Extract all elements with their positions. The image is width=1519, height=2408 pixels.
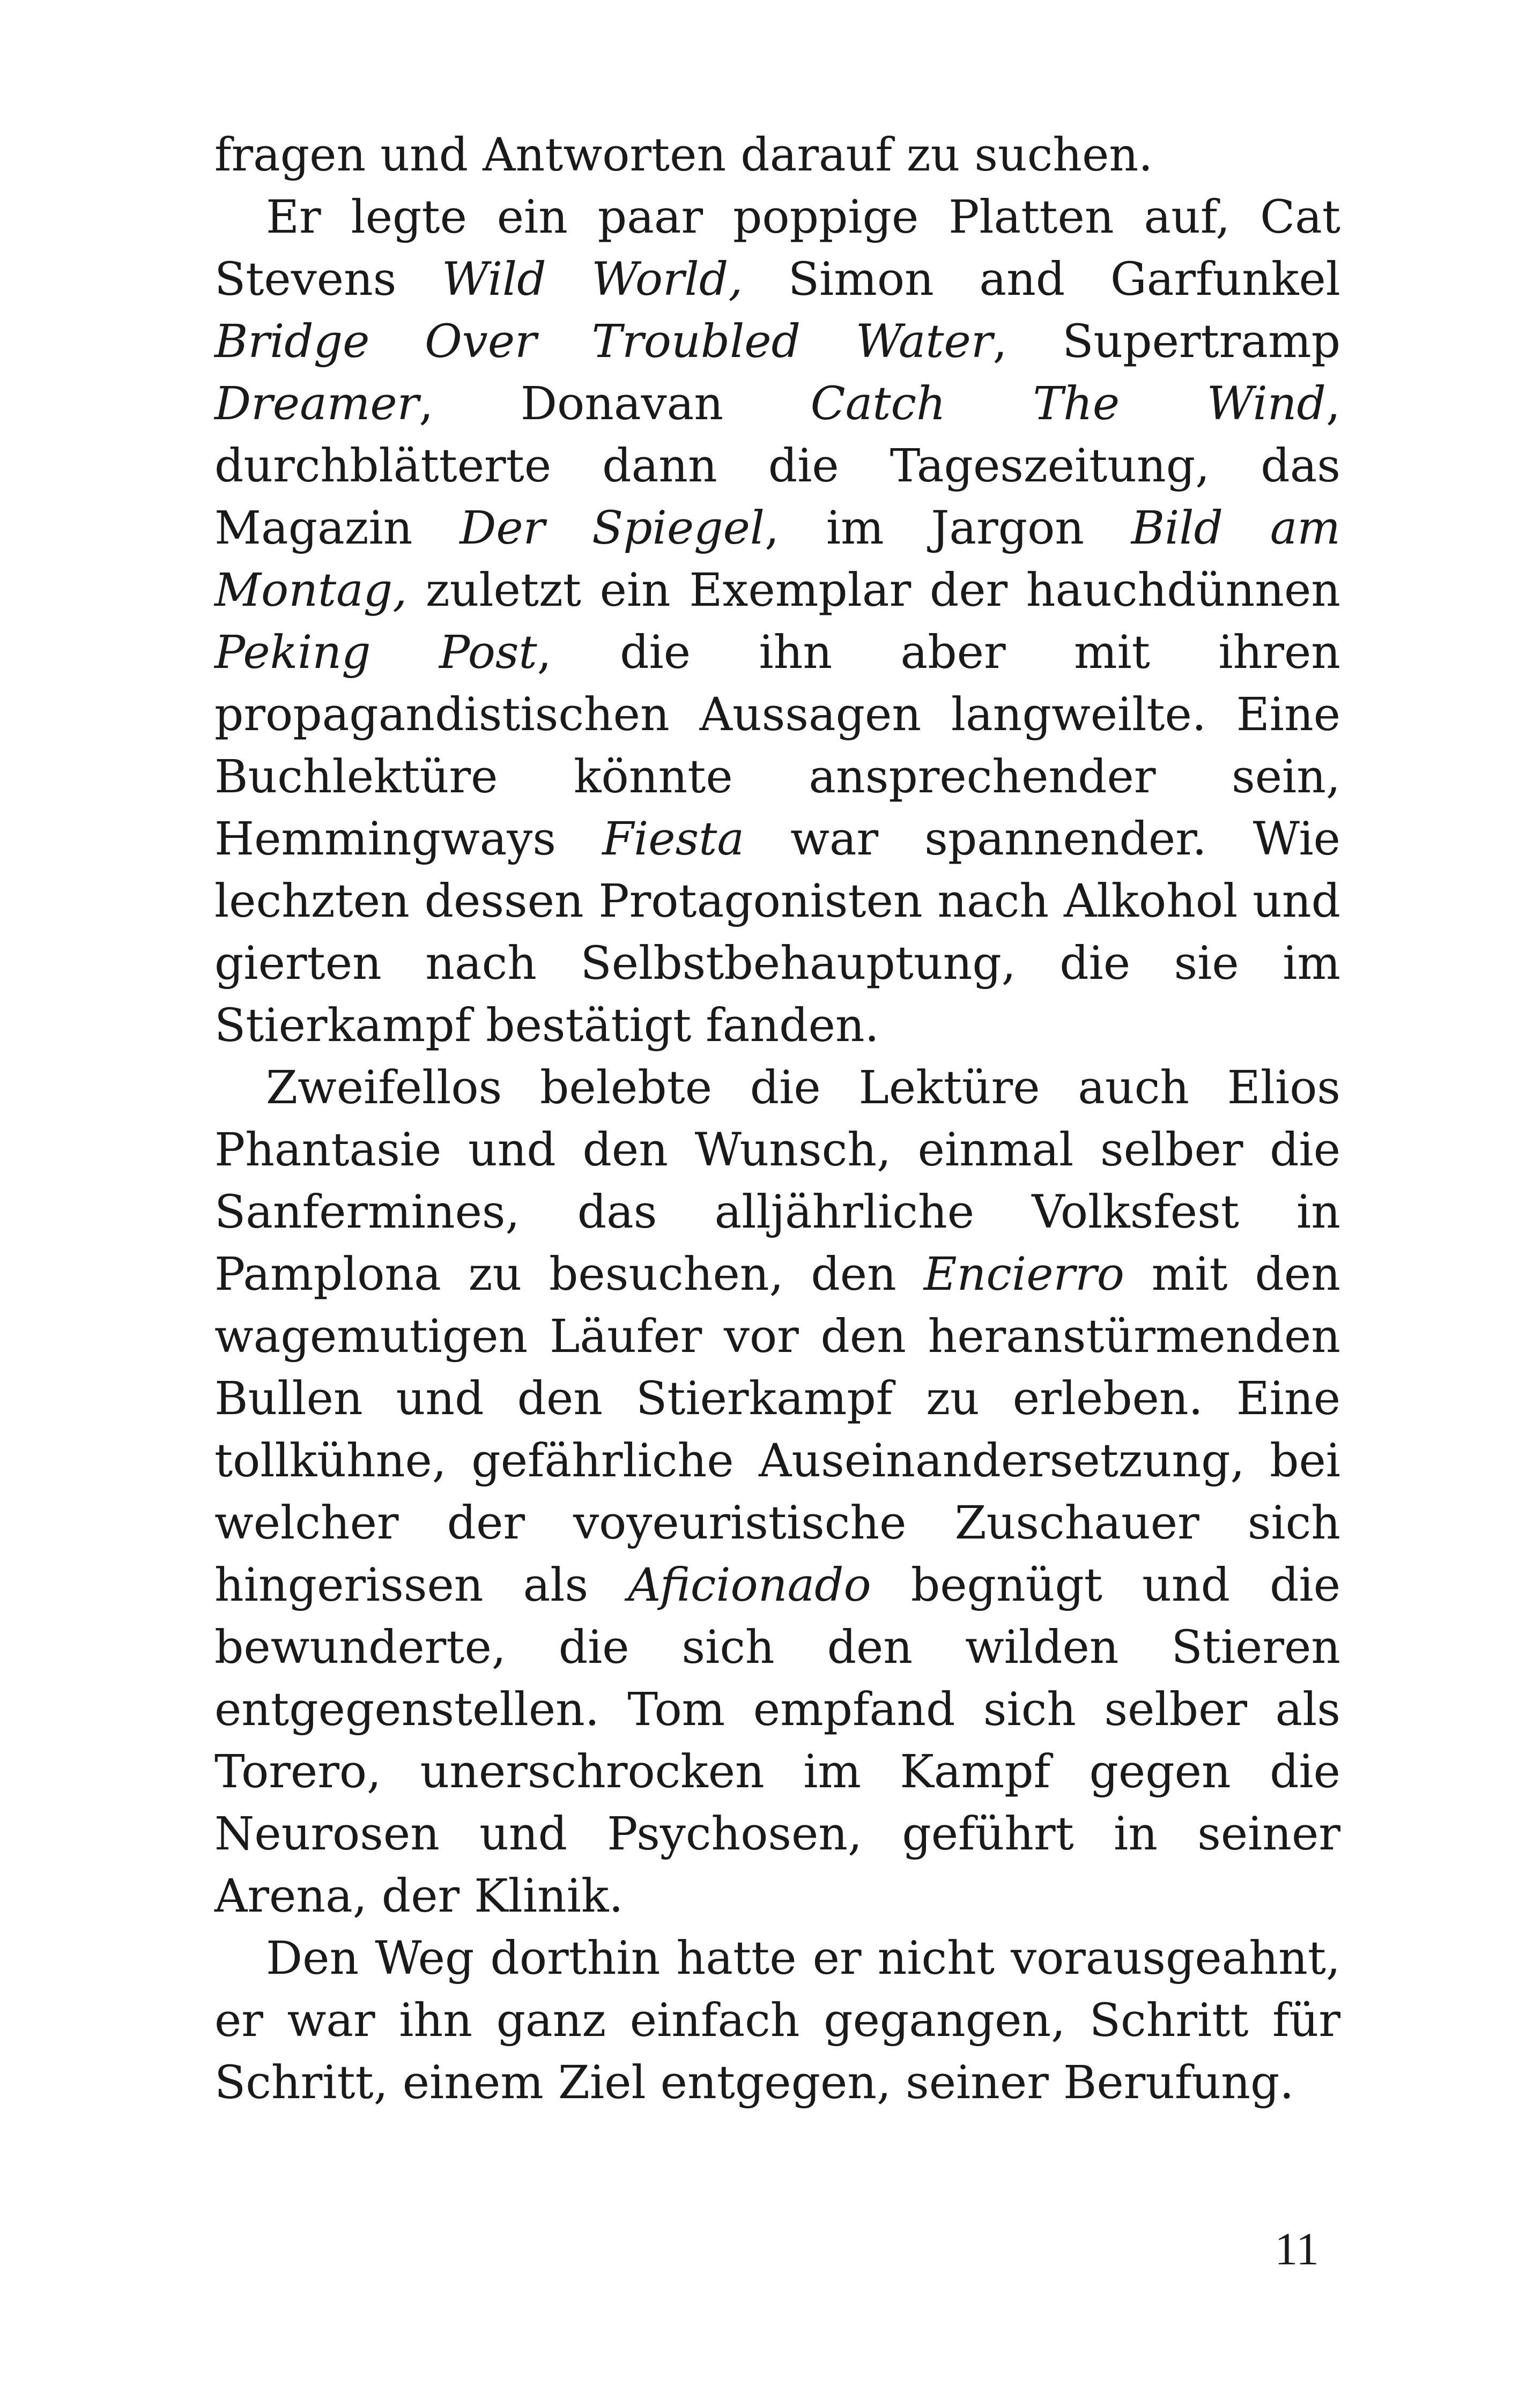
paragraph: [214, 124, 1340, 187]
paragraph: [214, 187, 1340, 1057]
text-segment: begnügt und die bewunderte, die sich den wilden Stieren entgegenstellen. Tom empfand sich selber als Torero, unerschrocken im Kampf gegen die Neurosen und Psychosen, geführt in seiner Arena, der Klinik.: [214, 1559, 1340, 1923]
italic-text: Encierro: [923, 1248, 1124, 1301]
text-segment: , Donavan: [419, 377, 811, 430]
text-segment: Zweifellos belebte die Lektüre auch Elios Phantasie und den Wunsch, einmal selber die Sanfermines, das alljährliche Volksfest in Pamplona zu besuchen, den: [214, 1061, 1340, 1301]
text-segment: Den Weg dorthin hatte er nicht vorausgeahnt, er war ihn ganz einfach gegangen, Schritt für Schritt, einem Ziel entgegen, seiner Berufung.: [214, 1932, 1340, 2109]
italic-text: Bild am Montag,: [214, 502, 1341, 617]
italic-text: Wild World,: [441, 253, 743, 306]
text-segment: zuletzt ein Exemplar der hauchdünnen: [407, 564, 1340, 617]
italic-text: Catch The Wind: [810, 377, 1326, 430]
italic-text: Bridge Over Troubled Water: [214, 315, 993, 368]
italic-text: Der Spiegel: [460, 502, 765, 555]
page-number: 11: [1275, 2223, 1319, 2275]
paragraph: [214, 1057, 1340, 1928]
body-text: [214, 124, 1340, 2114]
italic-text: Fiesta: [602, 813, 745, 866]
paragraph: [214, 1928, 1340, 2114]
text-segment: war spannender. Wie lechzten dessen Protagonisten nach Alkohol und gierten nach Selbstbehauptung, die sie im Stierkampf bestätigt fanden.: [214, 813, 1340, 1052]
italic-text: Aficionado: [628, 1559, 871, 1612]
text-segment: Er legte ein paar poppige Platten auf, Cat Stevens: [214, 191, 1340, 306]
italic-text: Dreamer: [214, 377, 419, 430]
text-segment: , im Jargon: [765, 502, 1131, 555]
text-segment: mit den wagemutigen Läufer vor den heranstürmenden Bullen und den Stierkampf zu erleben. Eine tollkühne, gefährliche Auseinandersetzung, bei welcher der voyeuristische Zuschauer sich hingerissen als: [214, 1248, 1340, 1612]
text-segment: , Supertramp: [992, 315, 1340, 368]
text-segment: , durchblätterte dann die Tageszeitung, das Magazin: [214, 377, 1340, 555]
italic-text: Peking Post: [214, 626, 537, 679]
text-segment: fragen und Antworten darauf zu suchen.: [214, 129, 1153, 182]
text-segment: , die ihn aber mit ihren propagandistischen Aussagen langweilte. Eine Buchlektüre könnte ansprechender sein, Hemmingways: [214, 626, 1341, 866]
text-segment: Simon and Garfunkel: [743, 253, 1340, 306]
